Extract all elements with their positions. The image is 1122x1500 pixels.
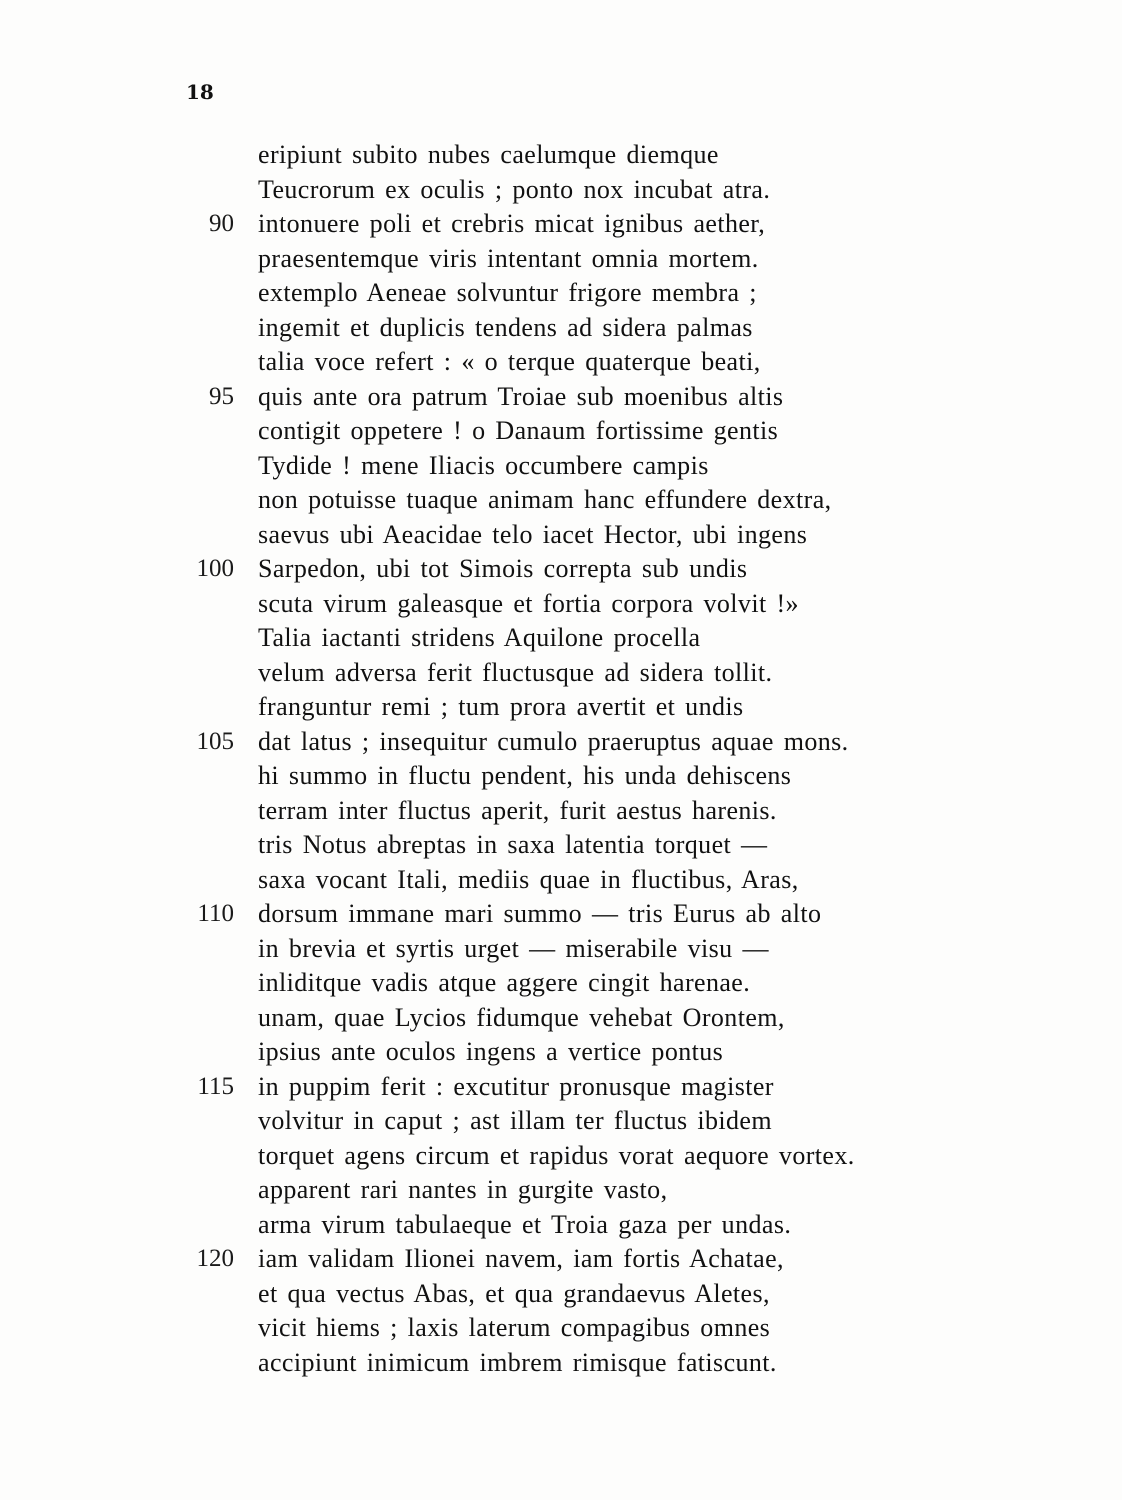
verse-text: Talia iactanti stridens Aquilone procella bbox=[258, 623, 701, 652]
verse-line bbox=[0, 1173, 1122, 1208]
verse-line bbox=[0, 1035, 1122, 1070]
verse-text: vicit hiems ; laxis laterum compagibus omnes bbox=[258, 1313, 771, 1342]
verse-text: tris Notus abreptas in saxa latentia torquet — bbox=[258, 830, 768, 859]
verse-text: Sarpedon, ubi tot Simois correpta sub undis bbox=[258, 554, 748, 583]
verse-text: ingemit et duplicis tendens ad sidera palmas bbox=[258, 312, 753, 342]
verse-text: scuta virum galeasque et fortia corpora volvit !» bbox=[258, 588, 799, 618]
verse-line bbox=[0, 483, 1122, 518]
verse-text: eripiunt subito nubes caelumque diemque bbox=[258, 140, 719, 169]
verse-line bbox=[0, 794, 1122, 829]
verse-text: unam, quae Lycios fidumque vehebat Orontem, bbox=[258, 1002, 785, 1032]
verse-text: contigit oppetere ! o Danaum fortissime gentis bbox=[258, 416, 779, 445]
verse-line bbox=[0, 725, 1122, 760]
verse-line bbox=[0, 552, 1122, 587]
verse-text: franguntur remi ; tum prora avertit et undis bbox=[258, 692, 744, 721]
verse-number: 115 bbox=[197, 1072, 234, 1100]
verse-text: saevus ubi Aeacidae telo iacet Hector, ubi ingens bbox=[258, 519, 808, 549]
verse-line bbox=[0, 621, 1122, 656]
verse-text: in brevia et syrtis urget — miserabile visu — bbox=[258, 933, 769, 963]
verse-text: dorsum immane mari summo — tris Eurus ab alto bbox=[258, 899, 822, 928]
verse-line bbox=[0, 1001, 1122, 1036]
page-number: 18 bbox=[186, 80, 214, 104]
verse-text: accipiunt inimicum imbrem rimisque fatiscunt. bbox=[258, 1347, 777, 1377]
verse-text: non potuisse tuaque animam hanc effundere dextra, bbox=[258, 485, 832, 514]
verse-text: iam validam Ilionei navem, iam fortis Achatae, bbox=[258, 1244, 784, 1273]
verse-text: Teucrorum ex oculis ; ponto nox incubat atra. bbox=[258, 174, 771, 204]
verse-line bbox=[0, 345, 1122, 380]
verse-line bbox=[0, 897, 1122, 932]
verse-text: intonuere poli et crebris micat ignibus aether, bbox=[258, 209, 766, 238]
verse-line bbox=[0, 932, 1122, 967]
verse-line bbox=[0, 173, 1122, 208]
verse-text: terram inter fluctus aperit, furit aestus harenis. bbox=[258, 795, 777, 825]
verse-line bbox=[0, 1139, 1122, 1174]
verse-text: apparent rari nantes in gurgite vasto, bbox=[258, 1175, 668, 1204]
verse-text: ipsius ante oculos ingens a vertice pontus bbox=[258, 1037, 724, 1066]
verse-text: et qua vectus Abas, et qua grandaevus Aletes, bbox=[258, 1278, 770, 1308]
verse-line bbox=[0, 587, 1122, 622]
verse-line bbox=[0, 863, 1122, 898]
verse-line bbox=[0, 1242, 1122, 1277]
verse-text: extemplo Aeneae solvuntur frigore membra ; bbox=[258, 278, 757, 307]
verse-line bbox=[0, 138, 1122, 173]
verse-text: praesentemque viris intentant omnia mortem. bbox=[258, 243, 759, 273]
verse-line bbox=[0, 207, 1122, 242]
verse-line bbox=[0, 380, 1122, 415]
verse-line bbox=[0, 966, 1122, 1001]
verse-line bbox=[0, 1104, 1122, 1139]
verse-text: talia voce refert : « o terque quaterque beati, bbox=[258, 347, 761, 376]
verse-number: 110 bbox=[197, 900, 234, 927]
verse-number: 100 bbox=[196, 555, 234, 582]
verse-text: velum adversa ferit fluctusque ad sidera tollit. bbox=[258, 657, 773, 687]
verse-line bbox=[0, 1311, 1122, 1346]
verse-number: 90 bbox=[209, 210, 234, 237]
verse-line bbox=[0, 1346, 1122, 1381]
verse-text: arma virum tabulaeque et Troia gaza per undas. bbox=[258, 1209, 792, 1239]
verse-line bbox=[0, 1070, 1122, 1105]
verse-number: 120 bbox=[196, 1245, 234, 1272]
verse-line bbox=[0, 414, 1122, 449]
verse-text: in puppim ferit : excutitur pronusque magister bbox=[258, 1071, 774, 1101]
verse-number: 95 bbox=[209, 382, 234, 410]
verse-text: quis ante ora patrum Troiae sub moenibus altis bbox=[258, 381, 784, 411]
verse-line bbox=[0, 690, 1122, 725]
verse-text: hi summo in fluctu pendent, his unda dehiscens bbox=[258, 761, 792, 790]
verse-text: Tydide ! mene Iliacis occumbere campis bbox=[258, 450, 709, 480]
verse-line bbox=[0, 449, 1122, 484]
verse-line bbox=[0, 828, 1122, 863]
verse-line bbox=[0, 242, 1122, 277]
verse-text: volvitur in caput ; ast illam ter fluctus ibidem bbox=[258, 1106, 772, 1135]
verse-block bbox=[0, 138, 1122, 1380]
verse-line bbox=[0, 759, 1122, 794]
verse-line bbox=[0, 656, 1122, 691]
verse-line bbox=[0, 311, 1122, 346]
verse-text: torquet agens circum et rapidus vorat aequore vortex. bbox=[258, 1140, 855, 1170]
verse-text: dat latus ; insequitur cumulo praeruptus aquae mons. bbox=[258, 726, 849, 756]
verse-text: inliditque vadis atque aggere cingit harenae. bbox=[258, 968, 751, 997]
verse-line bbox=[0, 276, 1122, 311]
verse-line bbox=[0, 1277, 1122, 1312]
verse-text: saxa vocant Itali, mediis quae in fluctibus, Aras, bbox=[258, 864, 799, 894]
verse-line bbox=[0, 518, 1122, 553]
verse-number: 105 bbox=[196, 727, 234, 755]
verse-line bbox=[0, 1208, 1122, 1243]
